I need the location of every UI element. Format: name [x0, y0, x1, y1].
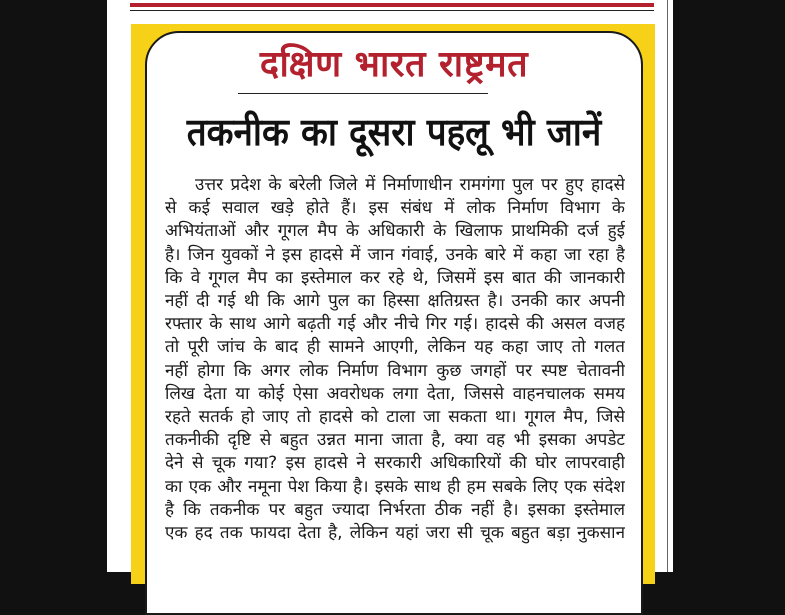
- page-edge-line: [667, 0, 668, 572]
- body-line: है कि तकनीक पर बहुत ज्यादा निर्भरता ठीक नहीं है। इसका इस्तेमाल: [165, 499, 625, 520]
- body-line: एक हद तक फायदा देता है, लेकिन यहां जरा सी चूक बहुत बड़ा नुकसान: [165, 523, 625, 544]
- top-black-rule: [130, 10, 654, 11]
- body-line: नहीं दी गई थी कि आगे पुल का हिस्सा क्षतिग्रस्त है। उनकी कार अपनी: [165, 291, 625, 312]
- body-line: कि वे गूगल मैप का इस्तेमाल कर रहे थे, जिसमें इस बात की जानकारी: [165, 267, 625, 288]
- body-line: अभियंताओं और गूगल मैप के अधिकारी के खिलाफ प्राथमिकी दर्ज हुई: [165, 221, 625, 242]
- body-line: उत्तर प्रदेश के बरेली जिले में निर्माणाधीन रामगंगा पुल पर हुए हादसे: [195, 175, 625, 195]
- body-line: नहीं होगा कि अगर लोक निर्माण विभाग कुछ जगहों पर स्पष्ट चेतावनी: [165, 360, 625, 381]
- top-red-rule: [130, 3, 654, 7]
- newspaper-masthead: दक्षिण भारत राष्ट्रमत: [259, 44, 529, 85]
- masthead-divider: [238, 93, 488, 94]
- body-line: रहते सतर्क हो जाए तो हादसे को टाला जा सकता था। गूगल मैप, जिसे: [165, 407, 625, 428]
- body-line: तकनीकी दृष्टि से बहुत उन्नत माना जाता है, क्या वह भी इसका अपडेट: [165, 430, 625, 451]
- body-line: से कई सवाल खड़े होते हैं। इस संबंध में लोक निर्माण विभाग के: [165, 198, 625, 219]
- body-line: देने से चूक गया? इस हादसे ने सरकारी अधिकारियों की घोर लापरवाही: [165, 453, 625, 474]
- article-body: [165, 174, 625, 545]
- body-line: लिख देता या कोई ऐसा अवरोधक लगा देता, जिससे वाहनचालक समय: [165, 383, 625, 404]
- body-line: रफ्तार के साथ आगे बढ़ती गई और नीचे गिर गई। हादसे की असल वजह: [165, 314, 625, 335]
- article-headline: तकनीक का दूसरा पहलू भी जानें: [186, 110, 602, 154]
- body-line: है। जिन युवकों ने इस हादसे में जान गंवाई, उनके बारे में कहा जा रहा है: [165, 244, 625, 265]
- body-line: का एक और नमूना पेश किया है। इसके साथ ही हम सबके लिए एक संदेश: [165, 476, 625, 497]
- body-line: तो पूरी जांच के बाद ही सामने आएगी, लेकिन यह कहा जाए तो गलत: [165, 337, 625, 358]
